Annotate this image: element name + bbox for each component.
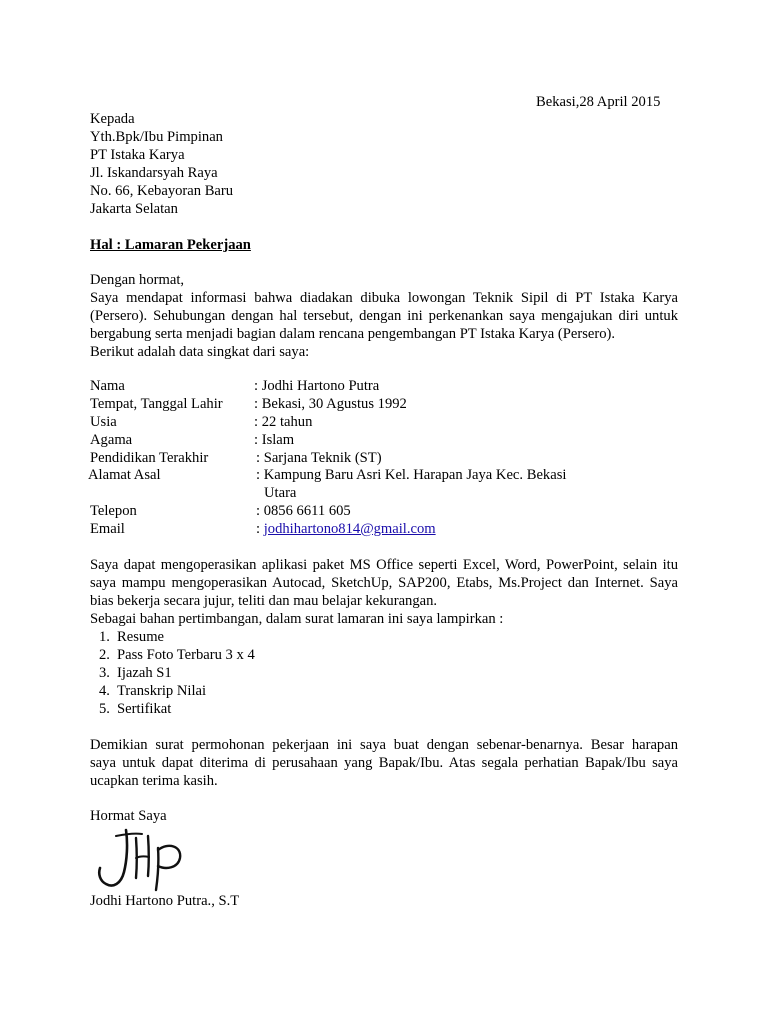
skills-line: saya mampu mengoperasikan Autocad, SketchUp, SAP200, Etabs, Ms.Project dan Internet. Saya	[90, 575, 678, 591]
greeting: Dengan hormat,	[90, 272, 185, 288]
address-value-continued: Utara	[264, 485, 297, 501]
age-label: Usia	[90, 414, 117, 430]
religion-value: : Islam	[254, 432, 295, 448]
recipient-line: No. 66, Kebayoran Baru	[90, 183, 234, 199]
intro-line: Saya mendapat informasi bahwa diadakan dibuka lowongan Teknik Sipil di PT Istaka Karya	[90, 290, 678, 306]
attachments-intro: Sebagai bahan pertimbangan, dalam surat lamaran ini saya lampirkan :	[90, 611, 504, 627]
subject-line: Hal : Lamaran Pekerjaan	[90, 237, 251, 253]
email-colon: :	[256, 521, 261, 537]
recipient-line: Jakarta Selatan	[90, 201, 178, 217]
attachment-item: Sertifikat	[117, 701, 172, 717]
attachment-item: Transkrip Nilai	[117, 683, 207, 699]
skills-line: bias bekerja secara jujur, teliti dan mau belajar kekurangan.	[90, 593, 438, 609]
attachment-number: 3.	[99, 665, 110, 681]
recipient-line: PT Istaka Karya	[90, 147, 185, 163]
recipient-line: Jl. Iskandarsyah Raya	[90, 165, 218, 181]
sign-off: Hormat Saya	[90, 808, 167, 824]
intro-line: bergabung serta menjadi bagian dalam rencana pengembangan PT Istaka Karya (Persero).	[90, 326, 616, 342]
signature-image	[96, 826, 188, 892]
phone-label: Telepon	[90, 503, 137, 519]
birth-label: Tempat, Tanggal Lahir	[90, 396, 223, 412]
attachment-number: 2.	[99, 647, 110, 663]
signer-name: Jodhi Hartono Putra., S.T	[90, 893, 240, 909]
phone-value: : 0856 6611 605	[256, 503, 351, 519]
name-label: Nama	[90, 378, 125, 394]
closing-line: ucapkan terima kasih.	[90, 773, 218, 789]
email-row	[256, 520, 436, 538]
closing-line: Demikian surat permohonan pekerjaan ini saya buat dengan sebenar-benarnya. Besar harapan	[90, 737, 678, 753]
email-link[interactable]: jodhihartono814@gmail.com	[263, 521, 436, 537]
recipient-line: Kepada	[90, 111, 135, 127]
address-label: Alamat Asal	[88, 467, 161, 483]
skills-line: Saya dapat mengoperasikan aplikasi paket MS Office seperti Excel, Word, PowerPoint, selain itu	[90, 557, 678, 573]
education-value: : Sarjana Teknik (ST)	[256, 450, 382, 466]
education-label: Pendidikan Terakhir	[90, 450, 209, 466]
attachment-number: 5.	[99, 701, 110, 717]
age-value: : 22 tahun	[254, 414, 313, 430]
birth-value: : Bekasi, 30 Agustus 1992	[254, 396, 407, 412]
data-intro: Berikut adalah data singkat dari saya:	[90, 344, 310, 360]
attachment-item: Pass Foto Terbaru 3 x 4	[117, 647, 255, 663]
attachment-item: Ijazah S1	[117, 665, 172, 681]
address-value: : Kampung Baru Asri Kel. Harapan Jaya Kec. Bekasi	[256, 467, 567, 483]
place-date: Bekasi,28 April 2015	[536, 94, 661, 110]
attachment-number: 1.	[99, 629, 110, 645]
name-value: : Jodhi Hartono Putra	[254, 378, 380, 394]
email-label: Email	[90, 521, 125, 537]
closing-line: saya untuk dapat diterima di perusahaan yang Bapak/Ibu. Atas segala perhatian Bapak/Ibu saya	[90, 755, 678, 771]
attachment-number: 4.	[99, 683, 110, 699]
intro-line: (Persero). Sehubungan dengan hal tersebut, dengan ini perkenankan saya mengajukan diri untuk	[90, 308, 678, 324]
attachment-item: Resume	[117, 629, 165, 645]
recipient-line: Yth.Bpk/Ibu Pimpinan	[90, 129, 223, 145]
religion-label: Agama	[90, 432, 133, 448]
